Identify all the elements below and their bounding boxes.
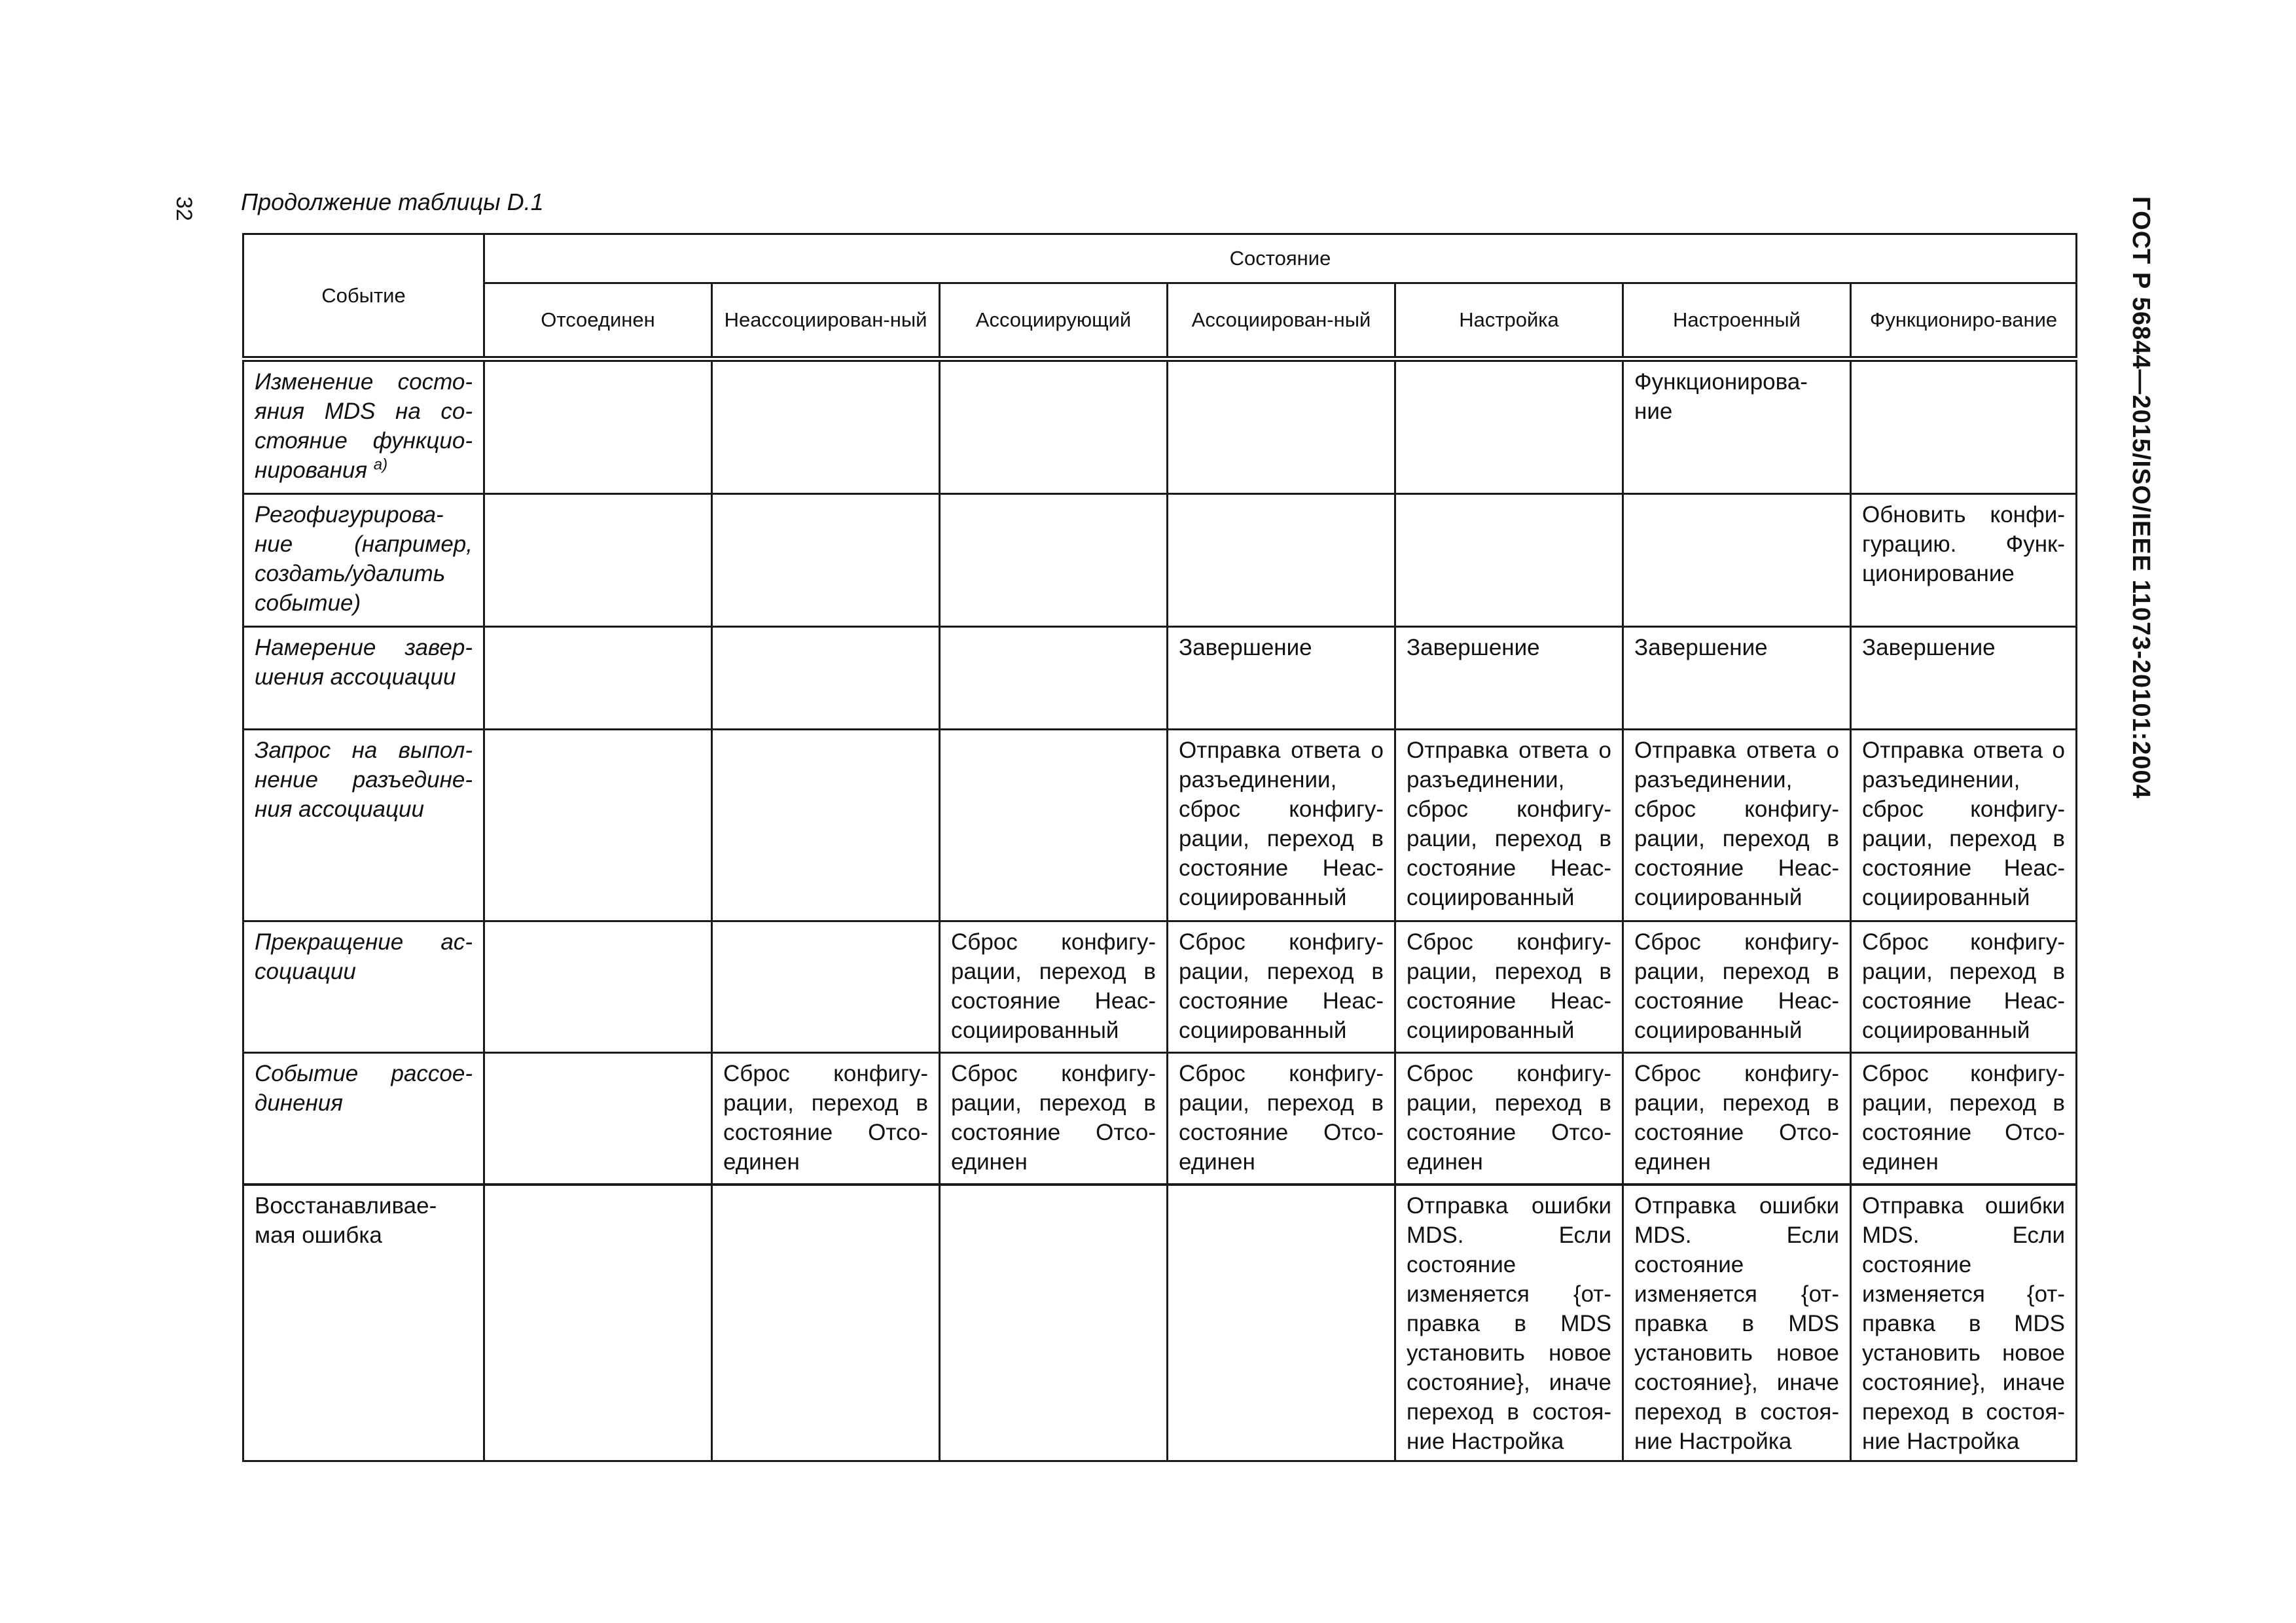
table-cell: Сброс конфигу-рации, переход в состояние Неас-социированный [940, 921, 1168, 1053]
event-cell: Намерение завер-шения ассоциации [243, 627, 484, 730]
state-header-unassociated: Неассоциирован-ный [712, 283, 940, 359]
table-cell [712, 494, 940, 627]
table-cell [940, 730, 1168, 921]
table-cell: Сброс конфигу-рации, переход в состояние Неас-социированный [1168, 921, 1395, 1053]
table-cell: Сброс конфигу-рации, переход в состояние Отсо-единен [1395, 1053, 1623, 1185]
table-row [243, 494, 2077, 627]
table-cell: Сброс конфигу-рации, переход в состояние Отсо-единен [712, 1053, 940, 1185]
state-header-configured: Настроенный [1623, 283, 1851, 359]
table-cell: Завершение [1168, 627, 1395, 730]
table-cell: Отправка ответа о разъединении, сброс конфигу-рации, переход в состояние Неас-социированный [1851, 730, 2077, 921]
state-header-associated: Ассоциирован-ный [1168, 283, 1395, 359]
table-cell [484, 494, 712, 627]
table-cell [940, 1185, 1168, 1461]
table-cell: Отправка ответа о разъединении, сброс конфигу-рации, переход в состояние Неас-социированный [1168, 730, 1395, 921]
table-cell [1168, 494, 1395, 627]
table-cell [940, 627, 1168, 730]
event-cell: Восстанавливае-мая ошибка [243, 1185, 484, 1461]
table-cell [712, 359, 940, 494]
table-cell [1623, 494, 1851, 627]
table-cell: Отправка ошибки MDS. Если состояние изменяется {от-правка в MDS установить новое состояние}, иначе переход в состоя-ние Настройка [1623, 1185, 1851, 1461]
table-row [243, 730, 2077, 921]
state-group-header: Состояние [484, 234, 2077, 283]
table-cell [484, 627, 712, 730]
table-cell [712, 1185, 940, 1461]
event-cell: Запрос на выпол-нение разъедине-ния ассоциации [243, 730, 484, 921]
table-cell: Сброс конфигу-рации, переход в состояние Неас-социированный [1623, 921, 1851, 1053]
table-cell [1168, 1185, 1395, 1461]
table-cell [712, 627, 940, 730]
state-transition-table [242, 233, 2077, 1462]
state-header-configuring: Настройка [1395, 283, 1623, 359]
event-cell: Событие рассое-динения [243, 1053, 484, 1185]
table-cell [484, 730, 712, 921]
table-cell: Функционирова-ние [1623, 359, 1851, 494]
table-row [243, 1185, 2077, 1461]
table-cell: Завершение [1395, 627, 1623, 730]
table-row [243, 921, 2077, 1053]
table-cell [1168, 359, 1395, 494]
page-number: 32 [171, 196, 196, 221]
table-cell: Обновить конфи-гурацию. Функ-ционирование [1851, 494, 2077, 627]
table-cell: Отправка ответа о разъединении, сброс конфигу-рации, переход в состояние Неас-социированный [1395, 730, 1623, 921]
footnote-marker: a) [373, 455, 388, 474]
table-cell [1395, 359, 1623, 494]
event-cell [243, 359, 484, 494]
table-cell [940, 494, 1168, 627]
table-cell: Сброс конфигу-рации, переход в состояние Отсо-единен [940, 1053, 1168, 1185]
table-cell [1395, 494, 1623, 627]
event-column-header: Событие [243, 234, 484, 359]
table-cell: Сброс конфигу-рации, переход в состояние Отсо-единен [1168, 1053, 1395, 1185]
table-cell: Завершение [1851, 627, 2077, 730]
table-cell: Сброс конфигу-рации, переход в состояние Неас-социированный [1851, 921, 2077, 1053]
table-row [243, 1053, 2077, 1185]
table-cell: Сброс конфигу-рации, переход в состояние Отсо-единен [1623, 1053, 1851, 1185]
event-cell: Прекращение ас-социации [243, 921, 484, 1053]
standard-code: ГОСТ Р 56844—2015/ISO/IEEE 11073-20101:2004 [2127, 196, 2155, 799]
table-cell [1851, 359, 2077, 494]
table-cell: Сброс конфигу-рации, переход в состояние Неас-социированный [1395, 921, 1623, 1053]
table-row [243, 627, 2077, 730]
table-caption: Продолжение таблицы D.1 [241, 188, 544, 215]
table-cell [484, 359, 712, 494]
state-header-operating: Функциониро-вание [1851, 283, 2077, 359]
state-header-associating: Ассоциирующий [940, 283, 1168, 359]
event-cell: Регофигурирова-ние (например, создать/удалить событие) [243, 494, 484, 627]
table-cell [484, 921, 712, 1053]
table-cell: Завершение [1623, 627, 1851, 730]
table-cell [940, 359, 1168, 494]
table-cell: Сброс конфигу-рации, переход в состояние Отсо-единен [1851, 1053, 2077, 1185]
table-cell: Отправка ошибки MDS. Если состояние изменяется {от-правка в MDS установить новое состояние}, иначе переход в состоя-ние Настройка [1851, 1185, 2077, 1461]
table-cell [712, 921, 940, 1053]
state-header-disconnected: Отсоединен [484, 283, 712, 359]
table-cell [712, 730, 940, 921]
table-row [243, 359, 2077, 494]
table-cell: Отправка ошибки MDS. Если состояние изменяется {от-правка в MDS установить новое состояние}, иначе переход в состоя-ние Настройка [1395, 1185, 1623, 1461]
table-cell: Отправка ответа о разъединении, сброс конфигу-рации, переход в состояние Неас-социированный [1623, 730, 1851, 921]
event-text: Изменение состо-яния MDS на со-стояние функцио-нирования [255, 369, 473, 483]
table-cell [484, 1053, 712, 1185]
table-cell [484, 1185, 712, 1461]
